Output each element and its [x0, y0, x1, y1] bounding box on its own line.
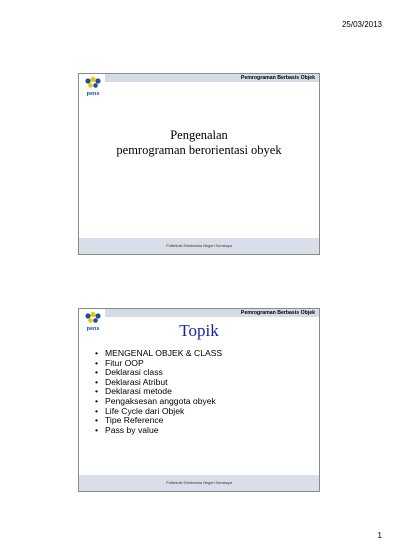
list-item: • Deklarasi Atribut	[95, 376, 168, 387]
list-item: • Fitur OOP	[95, 357, 144, 368]
course-title: Pemrograman Berbasis Objek	[240, 75, 315, 81]
topic-list	[95, 349, 222, 435]
list-item: • Tipe Reference	[95, 415, 164, 426]
slide-footer	[79, 238, 319, 254]
pens-logo	[82, 76, 104, 98]
course-title: Pemrograman Berbasis Objek	[240, 310, 315, 316]
page-date: 25/03/2013	[341, 20, 382, 29]
logo-wordmark: pens	[86, 91, 100, 97]
list-item: • Pass by value	[95, 424, 159, 435]
institution-name: Politeknik Elektronika Negeri Surabaya	[166, 481, 232, 485]
slide-title-text	[79, 128, 319, 158]
list-item: • MENGENAL OBJEK & CLASS	[95, 348, 223, 358]
topik-heading: Topik	[179, 321, 219, 340]
slide-footer	[79, 475, 319, 491]
slide-title	[78, 73, 320, 255]
title-line-2: pemrograman berorientasi obyek	[116, 143, 282, 157]
slide-header	[105, 74, 319, 82]
list-item: • Life Cycle dari Objek	[95, 405, 185, 416]
list-item: • Deklarasi class	[95, 367, 163, 378]
slide-header	[105, 309, 319, 317]
logo-wordmark: pens	[86, 326, 100, 332]
page-number: 1	[377, 531, 382, 540]
list-item: • Pengaksesan anggota obyek	[95, 395, 216, 406]
list-item: • Deklarasi metode	[95, 386, 172, 397]
institution-name: Politeknik Elektronika Negeri Surabaya	[166, 244, 232, 248]
title-line-1: Pengenalan	[170, 128, 228, 142]
slide-topik	[78, 308, 320, 492]
